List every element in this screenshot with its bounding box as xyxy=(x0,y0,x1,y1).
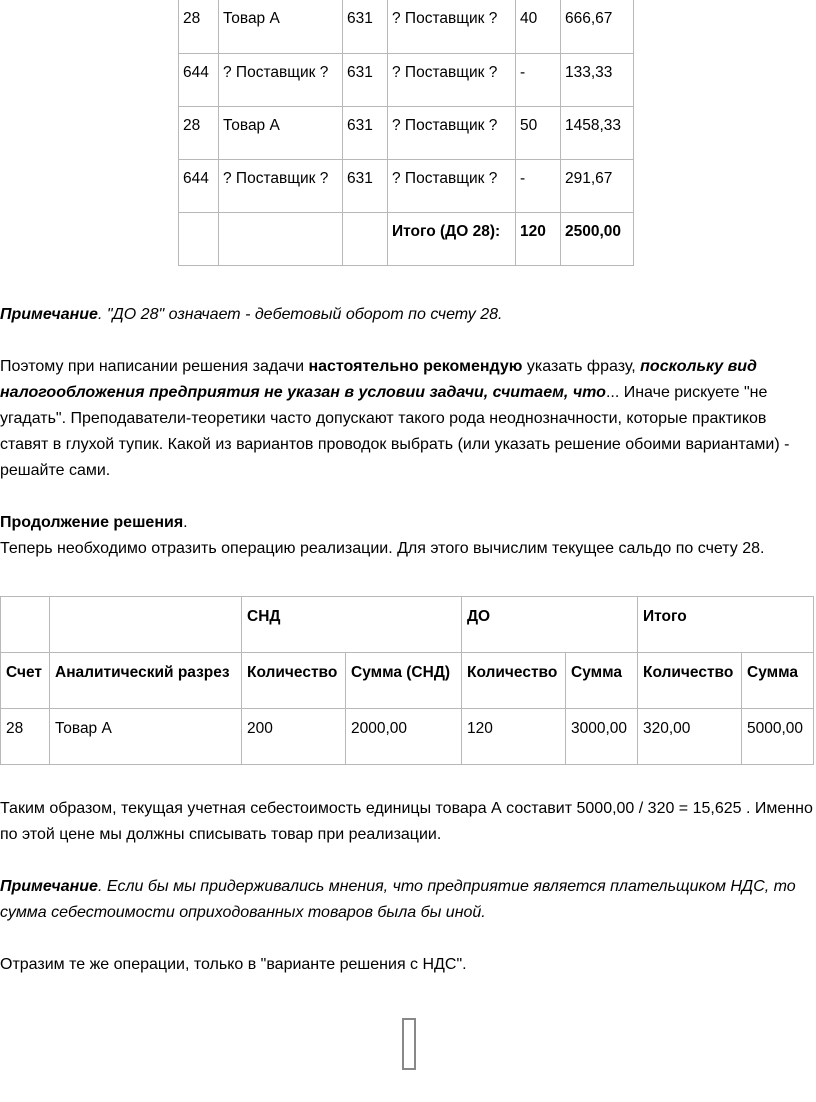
text-run: ... Иначе рискуете "не угадать". Преподаватели-теоретики часто допускают такого рода неоднозначности, которые практиков ставят в глухой тупик. Какой из вариантов проводок выбрать (или указать решение обоими вариантами) - решайте сами. xyxy=(0,384,790,479)
table-cell: 200 xyxy=(242,709,346,765)
balance-table xyxy=(0,596,814,765)
column-header: Количество xyxy=(462,653,566,709)
table-cell: 644 xyxy=(179,53,219,106)
note-vat xyxy=(0,874,816,926)
table-cell: 320,00 xyxy=(638,709,742,765)
table-cell: ? Поставщик ? xyxy=(388,159,516,212)
column-header: Сумма (СНД) xyxy=(346,653,462,709)
group-header-total: Итого xyxy=(638,597,814,653)
table-cell: 28 xyxy=(179,0,219,53)
table-cell: 631 xyxy=(343,0,388,53)
table-row xyxy=(179,106,634,159)
vat-variant-paragraph: Отразим те же операции, только в "варианте решения с НДС". xyxy=(0,956,467,973)
table-cell: ? Поставщик ? xyxy=(219,159,343,212)
table-cell: 28 xyxy=(1,709,50,765)
bold-italic-run: поскольку вид налогообложения предприятия не указан в условии задачи, считаем, что xyxy=(0,358,757,401)
column-header: Количество xyxy=(242,653,346,709)
bold-run: настоятельно рекомендую xyxy=(308,358,523,375)
total-qty: 120 xyxy=(516,212,561,265)
table-cell: Товар А xyxy=(219,106,343,159)
group-header-snd: СНД xyxy=(242,597,462,653)
table-cell: 631 xyxy=(343,53,388,106)
table-row xyxy=(179,53,634,106)
note-debit-turnover xyxy=(0,302,816,328)
total-sum: 2500,00 xyxy=(561,212,634,265)
note-label: Примечание xyxy=(0,878,98,895)
table-cell: 28 xyxy=(179,106,219,159)
table-cell-empty xyxy=(343,212,388,265)
group-header-row xyxy=(1,597,814,653)
table-cell: 50 xyxy=(516,106,561,159)
total-label: Итого (ДО 28): xyxy=(388,212,516,265)
table-cell: 631 xyxy=(343,106,388,159)
column-header: Счет xyxy=(1,653,50,709)
unit-cost-paragraph: Таким образом, текущая учетная себестоимость единицы товара А составит 5000,00 / 320 = 15,625 . Именно по этой цене мы должны списывать товар при реализации. xyxy=(0,800,813,843)
text-run: Поэтому при написании решения задачи xyxy=(0,358,309,375)
note-text: . "ДО 28" означает - дебетовый оборот по счету 28. xyxy=(97,306,503,323)
table-cell: 5000,00 xyxy=(742,709,814,765)
heading-label: Продолжение решения xyxy=(0,514,184,531)
note-label: Примечание xyxy=(0,306,98,323)
table-cell: Товар А xyxy=(219,0,343,53)
table-cell-empty xyxy=(219,212,343,265)
table-cell: 120 xyxy=(462,709,566,765)
table-cell: - xyxy=(516,53,561,106)
table-cell: 40 xyxy=(516,0,561,53)
entries-table xyxy=(178,0,634,266)
table-cell: 291,67 xyxy=(561,159,634,212)
column-header: Сумма xyxy=(566,653,638,709)
table-cell: 1458,33 xyxy=(561,106,634,159)
recommendation-paragraph xyxy=(0,354,816,484)
continuation-heading xyxy=(0,510,816,536)
continuation-text: Теперь необходимо отразить операцию реализации. Для этого вычислим текущее сальдо по счету 28. xyxy=(0,540,765,557)
table-cell: - xyxy=(516,159,561,212)
table-cell: 666,67 xyxy=(561,0,634,53)
text-cursor-box xyxy=(402,1018,416,1070)
table-cell: 644 xyxy=(179,159,219,212)
group-header-do: ДО xyxy=(462,597,638,653)
text-run: . xyxy=(183,514,188,531)
table-cell-empty xyxy=(1,597,50,653)
table-cell: ? Поставщик ? xyxy=(388,0,516,53)
column-header: Количество xyxy=(638,653,742,709)
note-text: . Если бы мы придерживались мнения, что предприятие является плательщиком НДС, то сумма себестоимости оприходованных товаров была бы иной. xyxy=(0,878,796,921)
column-header: Аналитический разрез xyxy=(50,653,242,709)
header-row xyxy=(1,653,814,709)
table-cell: 631 xyxy=(343,159,388,212)
table-row xyxy=(179,0,634,53)
table-cell-empty xyxy=(50,597,242,653)
text-run: указать фразу, xyxy=(522,358,641,375)
column-header: Сумма xyxy=(742,653,814,709)
total-row xyxy=(179,212,634,265)
table-cell: 2000,00 xyxy=(346,709,462,765)
table-cell: ? Поставщик ? xyxy=(388,106,516,159)
table-row xyxy=(1,709,814,765)
table-cell: 3000,00 xyxy=(566,709,638,765)
table-cell: ? Поставщик ? xyxy=(388,53,516,106)
table-cell: 133,33 xyxy=(561,53,634,106)
table-row xyxy=(179,159,634,212)
table-cell-empty xyxy=(179,212,219,265)
table-cell: ? Поставщик ? xyxy=(219,53,343,106)
table-cell: Товар А xyxy=(50,709,242,765)
